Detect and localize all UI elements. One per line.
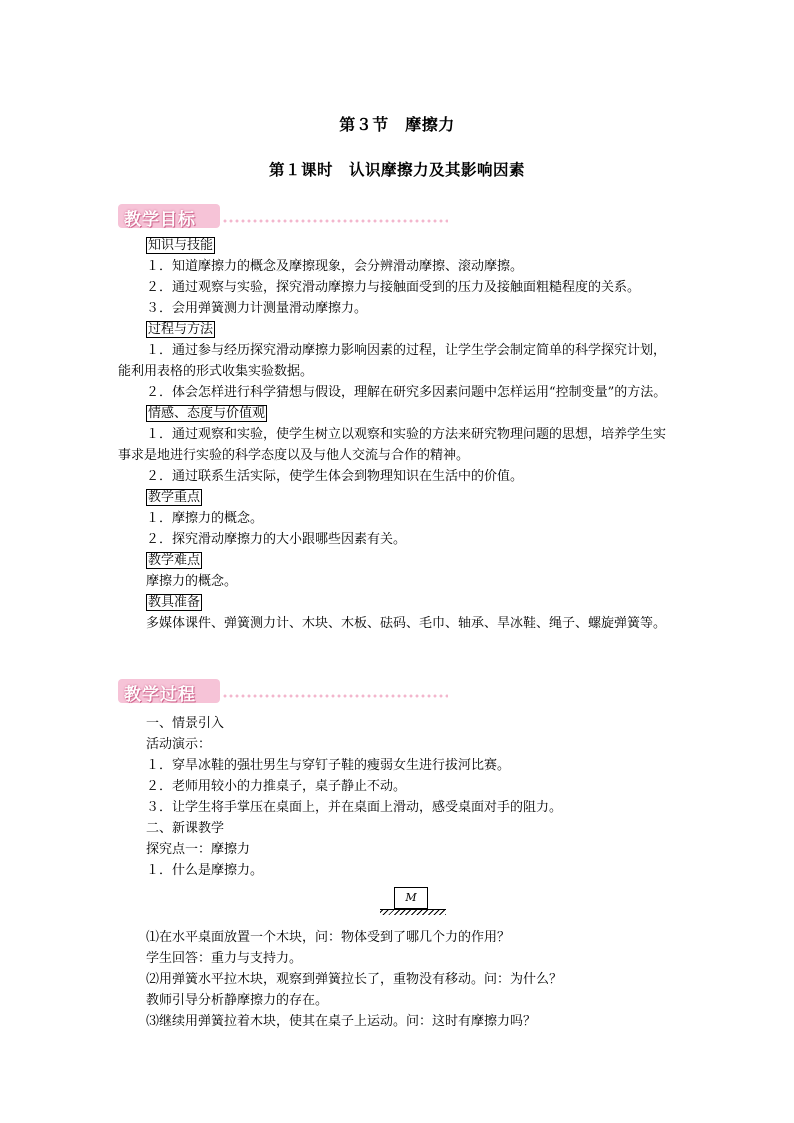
text-line: 学生回答：重力与支持力。 bbox=[146, 951, 303, 966]
section-title: 第３节 摩擦力 bbox=[339, 115, 455, 134]
text-line: ２．通过观察与实验，探究滑动摩擦力与接触面受到的压力及接触面粗糙程度的关系。 bbox=[146, 280, 641, 295]
text-line: 多媒体课件、弹簧测力计、木块、木板、砝码、毛巾、轴承、旱冰鞋、绳子、螺旋弹簧等。 bbox=[146, 616, 667, 631]
text-line: 活动演示： bbox=[146, 737, 212, 752]
subheading-row bbox=[118, 403, 673, 424]
text-line: ２．探究滑动摩擦力的大小跟哪些因素有关。 bbox=[146, 532, 407, 547]
subheading: 教学重点 bbox=[148, 490, 201, 505]
subheading: 情感、态度与价值观 bbox=[148, 406, 266, 421]
objectives-content bbox=[118, 235, 673, 634]
subheading-row bbox=[118, 550, 673, 571]
surface-hatching bbox=[380, 910, 446, 915]
wood-block: M bbox=[394, 887, 428, 909]
process-content bbox=[118, 713, 673, 1032]
text-line: 教师引导分析静摩擦力的存在。 bbox=[146, 993, 329, 1008]
section-banner-objectives bbox=[118, 204, 448, 230]
subheading-row bbox=[118, 487, 673, 508]
banner-label: 教学过程 bbox=[124, 685, 196, 705]
text-line: 一、情景引入 bbox=[146, 716, 225, 731]
text-line: １．穿旱冰鞋的强壮男生与穿钉子鞋的瘦弱女生进行拔河比赛。 bbox=[146, 758, 511, 773]
text-line: ⑴在水平桌面放置一个木块，问：物体受到了哪几个力的作用？ bbox=[146, 930, 511, 945]
text-line: ２．通过联系生活实际，使学生体会到物理知识在生活中的价值。 bbox=[146, 469, 524, 484]
text-line: ⑵用弹簧水平拉木块，观察到弹簧拉长了，重物没有移动。问：为什么？ bbox=[146, 972, 563, 987]
text-line: ２．老师用较小的力推桌子，桌子静止不动。 bbox=[146, 779, 407, 794]
text-line: １．通过观察和实验，使学生树立以观察和实验的方法来研究物理问题的思想，培养学生实事求是地进行实验的科学态度以及与他人交流与合作的精神。 bbox=[118, 427, 667, 463]
text-line: １．知道摩擦力的概念及摩擦现象，会分辨滑动摩擦、滚动摩擦。 bbox=[146, 259, 524, 274]
subheading: 教学难点 bbox=[148, 553, 201, 568]
text-line: 二、新课教学 bbox=[146, 821, 225, 836]
text-line: ３．会用弹簧测力计测量滑动摩擦力。 bbox=[146, 301, 368, 316]
subheading: 教具准备 bbox=[148, 595, 201, 610]
banner-label: 教学目标 bbox=[124, 210, 196, 230]
block-on-table-figure bbox=[118, 883, 673, 923]
text-line: ３．让学生将手掌压在桌面上，并在桌面上滑动，感受桌面对手的阻力。 bbox=[146, 800, 563, 815]
subheading-row bbox=[118, 235, 673, 256]
text-line: ⑶继续用弹簧拉着木块，使其在桌子上运动。问：这时有摩擦力吗？ bbox=[146, 1014, 537, 1029]
banner-dots bbox=[222, 218, 448, 224]
text-line: 探究点一：摩擦力 bbox=[146, 842, 251, 857]
lesson-subtitle: 第１课时 认识摩擦力及其影响因素 bbox=[268, 160, 525, 179]
text-line: 摩擦力的概念。 bbox=[146, 574, 238, 589]
section-banner-process bbox=[118, 679, 448, 705]
subheading-row bbox=[118, 319, 673, 340]
text-line: １．通过参与经历探究滑动摩擦力影响因素的过程，让学生学会制定简单的科学探究计划，能利用表格的形式收集实验数据。 bbox=[118, 343, 667, 379]
subheading-row bbox=[118, 592, 673, 613]
text-line: ２．体会怎样进行科学猜想与假设，理解在研究多因素问题中怎样运用“控制变量”的方法。 bbox=[146, 385, 667, 400]
banner-dots bbox=[222, 693, 448, 699]
text-line: １．什么是摩擦力。 bbox=[146, 863, 264, 878]
text-line: １．摩擦力的概念。 bbox=[146, 511, 264, 526]
subheading: 过程与方法 bbox=[148, 322, 214, 337]
subheading: 知识与技能 bbox=[148, 238, 214, 253]
